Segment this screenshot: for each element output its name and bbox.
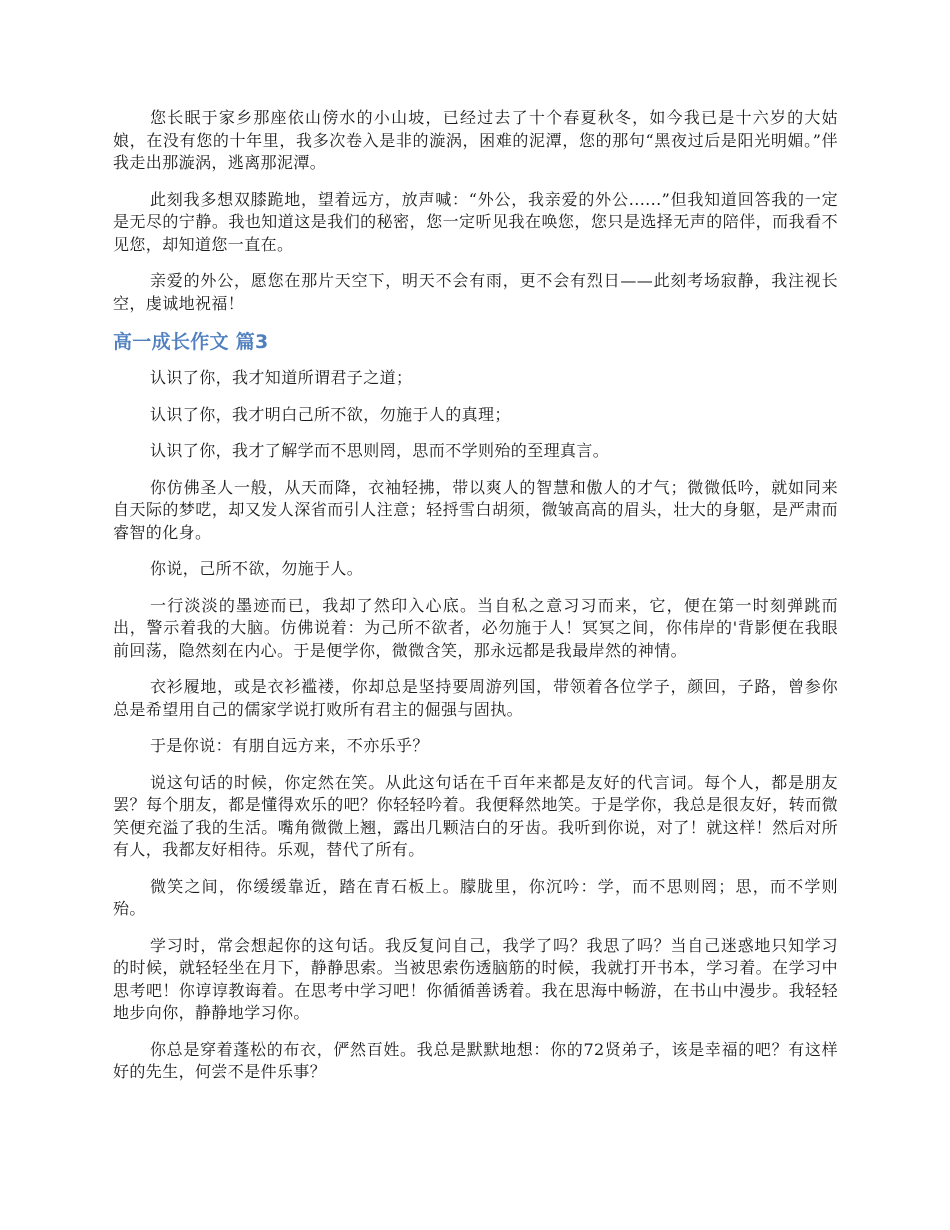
paragraph: 学习时，常会想起你的这句话。我反复问自己，我学了吗？我思了吗？当自己迷惑地只知学习的时候，就轻轻坐在月下，静静思索。当被思索伤透脑筋的时候，我就打开书本，学习着。在学习中思考吧！你谆谆教诲着。在思考中学习吧！你循循善诱着。我在思海中畅游，在书山中漫步。我轻轻地步向你，静静地学习你。 xyxy=(113,935,838,1022)
document-page xyxy=(113,107,838,1098)
paragraph: 此刻我多想双膝跪地，望着远方，放声喊：“外公，我亲爱的外公......”但我知道回答我的一定是无尽的宁静。我也知道这是我们的秘密，您一定听见我在唤您，您只是选择无声的陪伴，而我看不见您，却知道您一直在。 xyxy=(113,189,838,254)
paragraph: 你仿佛圣人一般，从天而降，衣袖轻拂，带以爽人的智慧和傲人的才气；微微低吟，就如同来自天际的梦呓，却又发人深省而引人注意；轻捋雪白胡须，微皱高高的眉头，壮大的身躯，是严肃而睿智的化身。 xyxy=(113,477,838,542)
paragraph: 衣衫履地，或是衣衫褴褛，你却总是坚持要周游列国，带领着各位学子，颜回，子路，曾参你总是希望用自己的儒家学说打败所有君主的倔强与固执。 xyxy=(113,677,838,719)
paragraph: 微笑之间，你缓缓靠近，踏在青石板上。朦胧里，你沉吟：学，而不思则罔；思，而不学则殆。 xyxy=(113,876,838,918)
paragraph: 认识了你，我才了解学而不思则罔，思而不学则殆的至理真言。 xyxy=(150,441,610,460)
paragraph: 于是你说：有朋自远方来，不亦乐乎？ xyxy=(150,736,429,755)
paragraph: 认识了你，我才知道所谓君子之道； xyxy=(150,368,413,387)
paragraph: 一行淡淡的墨迹而已，我却了然印入心底。当自私之意习习而来，它，便在第一时刻弹跳而出，警示着我的大脑。仿佛说着：为己所不欲者，必勿施于人！冥冥之间，你伟岸的'背影便在我眼前回荡，隐然刻在内心。于是便学你，微微含笑，那永远都是我最岸然的神情。 xyxy=(113,595,838,660)
paragraph: 亲爱的外公，愿您在那片天空下，明天不会有雨，更不会有烈日——此刻考场寂静，我注视长空，虔诚地祝福！ xyxy=(113,271,838,313)
paragraph: 你总是穿着蓬松的布衣，俨然百姓。我总是默默地想：你的72贤弟子，该是幸福的吧？有这样好的先生，何尝不是件乐事？ xyxy=(113,1039,838,1081)
paragraph: 说这句话的时候，你定然在笑。从此这句话在千百年来都是友好的代言词。每个人，都是朋友罢？每个朋友，都是懂得欢乐的吧？你轻轻吟着。我便释然地笑。于是学你，我总是很友好，转而微笑便充溢了我的生活。嘴角微微上翘，露出几颗洁白的牙齿。我听到你说，对了！就这样！然后对所有人，我都友好相待。乐观，替代了所有。 xyxy=(113,772,838,859)
paragraph: 你说，己所不欲，勿施于人。 xyxy=(150,559,364,578)
paragraph: 认识了你，我才明白己所不欲，勿施于人的真理； xyxy=(150,404,511,424)
section-heading: 高一成长作文 篇3 xyxy=(113,331,269,353)
paragraph: 您长眠于家乡那座依山傍水的小山坡，已经过去了十个春夏秋冬，如今我已是十六岁的大姑娘，在没有您的十年里，我多次卷入是非的漩涡，困难的泥潭，您的那句“黑夜过后是阳光明媚。”伴我走出那漩涡，逃离那泥潭。 xyxy=(113,108,838,172)
